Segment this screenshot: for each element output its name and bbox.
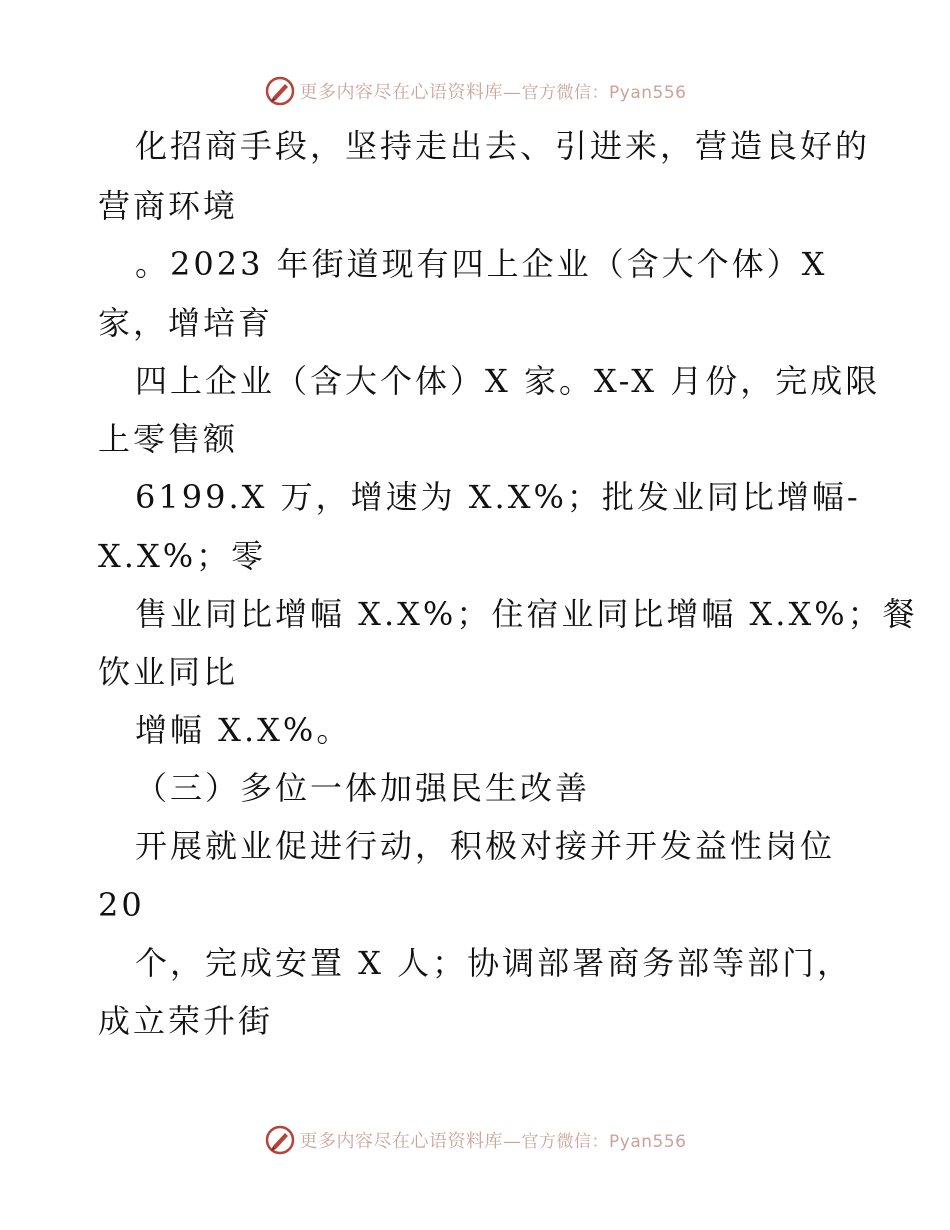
body-line: X.X%；零 [98, 537, 267, 575]
watermark-text: 更多内容尽在心语资料库—官方微信：Pyan556 [299, 1131, 687, 1152]
body-line: 四上企业（含大个体）X 家。X-X 月份，完成限 [135, 362, 881, 400]
body-line: 化招商手段，坚持走出去、引进来，营造良好的 [135, 127, 871, 165]
section-heading: （三）多位一体加强民生改善 [135, 769, 591, 807]
header-watermark [0, 71, 950, 111]
body-line: 开展就业促进行动，积极对接并开发益性岗位 [135, 827, 836, 865]
pen-logo-icon [264, 75, 296, 107]
body-line: 家，增培育 [98, 304, 274, 342]
body-line: 饮业同比 [98, 653, 239, 691]
pen-logo-icon [264, 1124, 296, 1156]
body-line: 成立荣升街 [98, 1002, 274, 1040]
body-line: 6199.X 万，增速为 X.X%；批发业同比增幅- [135, 478, 861, 516]
body-line: 。2023 年街道现有四上企业（含大个体）X [135, 245, 828, 283]
watermark-text: 更多内容尽在心语资料库—官方微信：Pyan556 [299, 82, 687, 103]
body-line: 个，完成安置 X 人；协调部署商务部等部门， [135, 944, 853, 982]
body-line: 上零售额 [98, 420, 239, 458]
body-line: 增幅 X.X%。 [135, 711, 352, 749]
body-line: 售业同比增幅 X.X%；住宿业同比增幅 X.X%；餐 [135, 595, 918, 633]
footer-watermark [0, 1120, 950, 1160]
body-line: 营商环境 [98, 187, 239, 225]
body-line: 20 [98, 886, 145, 924]
